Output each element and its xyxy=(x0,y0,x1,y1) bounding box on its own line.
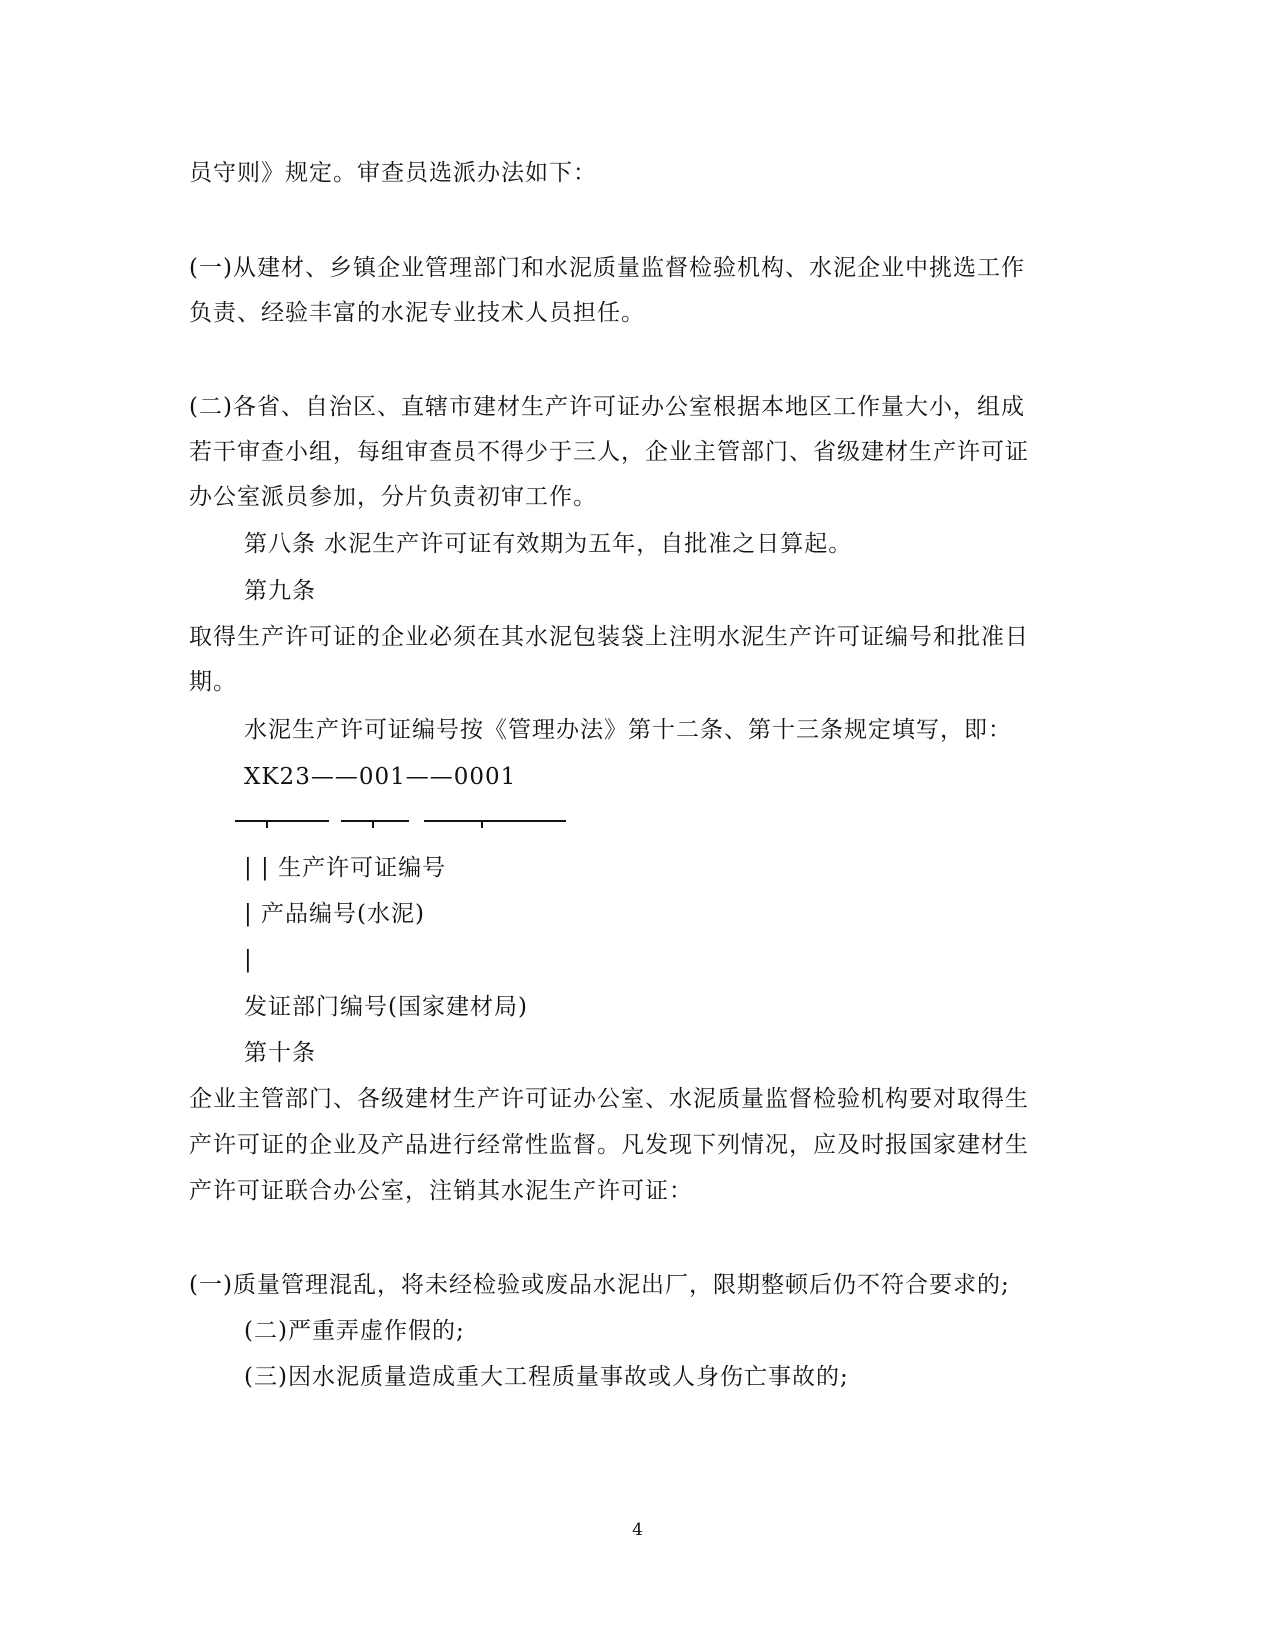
article-8: 第八条 水泥生产许可证有效期为五年，自批准之日算起。 xyxy=(244,531,853,557)
text-line: (二)严重弄虚作假的; xyxy=(244,1318,465,1344)
text-line: (一)质量管理混乱，将未经检验或废品水泥出厂，限期整顿后仍不符合要求的; xyxy=(189,1272,1010,1298)
text-line: 产许可证的企业及产品进行经常性监督。凡发现下列情况，应及时报国家建材生 xyxy=(189,1132,1029,1158)
article-9-heading: 第九条 xyxy=(244,578,316,604)
diagram-rule xyxy=(424,820,566,822)
text-line: 取得生产许可证的企业必须在其水泥包装袋上注明水泥生产许可证编号和批准日 xyxy=(189,624,1029,650)
diagram-label-issuer-number: 发证部门编号(国家建材局) xyxy=(244,994,528,1020)
text-line: 若干审查小组，每组审查员不得少于三人，企业主管部门、省级建材生产许可证 xyxy=(189,439,1029,465)
diagram-connector: | xyxy=(244,947,253,973)
diagram-label-license-number: | | 生产许可证编号 xyxy=(244,855,447,881)
text-line: 负责、经验丰富的水泥专业技术人员担任。 xyxy=(189,300,645,326)
text-line: (三)因水泥质量造成重大工程质量事故或人身伤亡事故的; xyxy=(244,1364,849,1390)
diagram-rule xyxy=(341,820,409,822)
license-number-format: XK23——001——0001 xyxy=(244,764,517,790)
text-line: 产许可证联合办公室，注销其水泥生产许可证： xyxy=(189,1178,693,1204)
diagram-tick xyxy=(372,820,374,828)
page-number: 4 xyxy=(632,1520,643,1540)
text-line: 期。 xyxy=(189,669,237,695)
diagram-tick xyxy=(481,820,483,828)
text-line: 员守则》规定。审查员选派办法如下： xyxy=(189,160,597,186)
diagram-label-product-number: | 产品编号(水泥) xyxy=(244,901,426,927)
text-line: 水泥生产许可证编号按《管理办法》第十二条、第十三条规定填写，即： xyxy=(244,717,1012,743)
diagram-rule xyxy=(235,820,329,822)
article-10-heading: 第十条 xyxy=(244,1040,316,1066)
text-line: 企业主管部门、各级建材生产许可证办公室、水泥质量监督检验机构要对取得生 xyxy=(189,1086,1029,1112)
diagram-tick xyxy=(266,820,268,828)
text-line: (二)各省、自治区、直辖市建材生产许可证办公室根据本地区工作量大小，组成 xyxy=(189,394,1025,420)
text-line: (一)从建材、乡镇企业管理部门和水泥质量监督检验机构、水泥企业中挑选工作 xyxy=(189,255,1025,281)
text-line: 办公室派员参加，分片负责初审工作。 xyxy=(189,484,597,510)
